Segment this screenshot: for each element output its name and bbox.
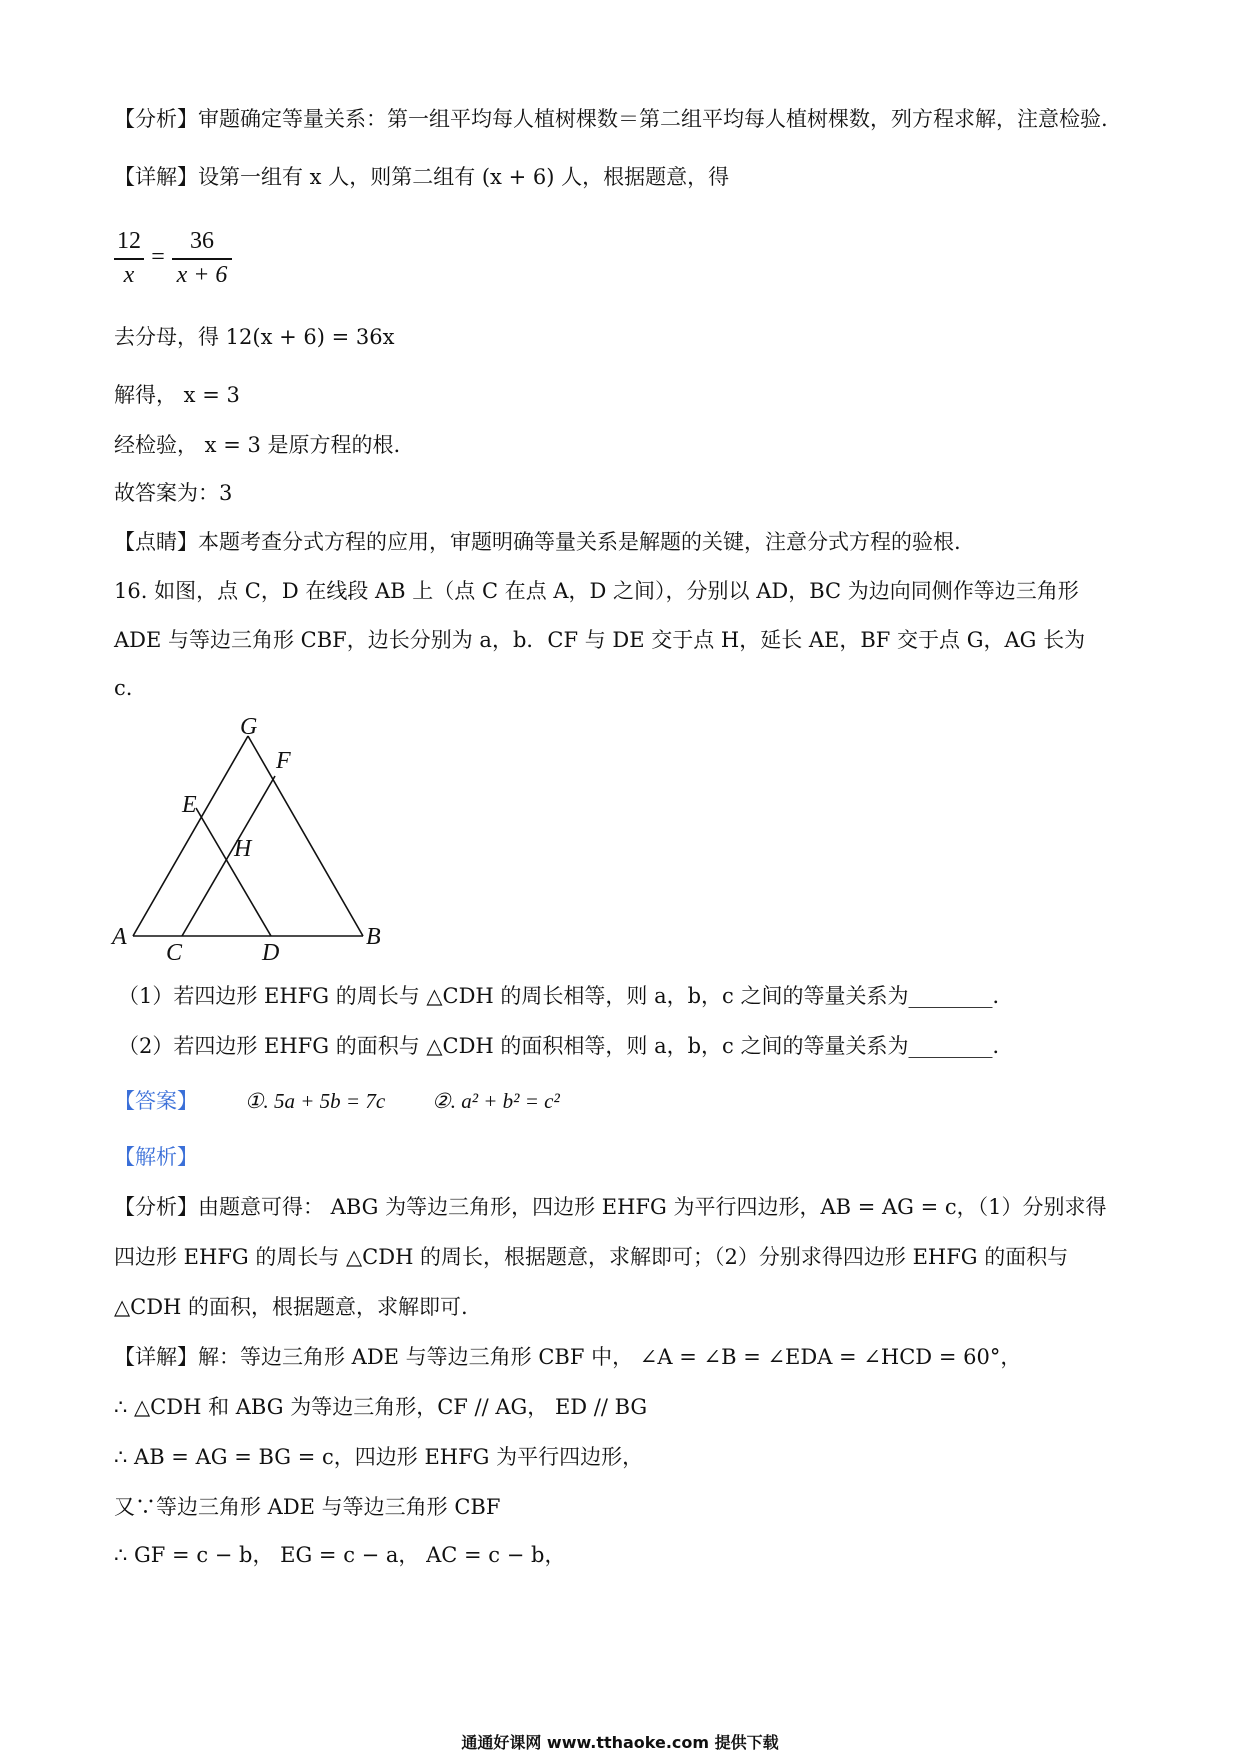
fraction-bar-right bbox=[172, 258, 232, 260]
explanation-line-3: △CDH 的面积，根据题意，求解即可. bbox=[114, 1295, 468, 1319]
answer-2: ②. a² + b² = c² bbox=[431, 1089, 560, 1113]
detail-line-1: 【详解】解：等边三角形 ADE 与等边三角形 CBF 中， ∠A = ∠B = ∠EDA = ∠HCD = 60°， bbox=[114, 1345, 1022, 1369]
fraction-denominator-left: x bbox=[123, 262, 135, 288]
detail-line: 【详解】设第一组有 x 人，则第二组有 (x + 6) 人，根据题意，得 bbox=[114, 165, 730, 189]
sub-question-2: （2）若四边形 EHFG 的面积与 △CDH 的面积相等，则 a，b，c 之间的等量关系为________． bbox=[118, 1034, 1014, 1058]
question-line-1: 16. 如图，点 C，D 在线段 AB 上（点 C 在点 A，D 之间），分别以 AD，BC 为边向同侧作等边三角形 bbox=[114, 579, 1079, 603]
step-answer: 故答案为：3 bbox=[114, 481, 233, 505]
segment-ag bbox=[133, 736, 248, 936]
label-h: H bbox=[234, 836, 252, 862]
answer-label: 【答案】 bbox=[114, 1089, 198, 1113]
fraction-numerator-right: 36 bbox=[190, 228, 214, 254]
remark-line: 【点睛】本题考查分式方程的应用，审题明确等量关系是解题的关键，注意分式方程的验根. bbox=[114, 530, 961, 554]
detail-line-5: ∴ GF = c − b， EG = c − a， AC = c − b， bbox=[114, 1543, 566, 1567]
segment-gb bbox=[248, 736, 363, 936]
answer-row bbox=[114, 1086, 560, 1116]
label-e: E bbox=[182, 792, 197, 818]
geometry-figure bbox=[108, 712, 408, 972]
question-line-2: ADE 与等边三角形 CBF，边长分别为 a，b．CF 与 DE 交于点 H，延长 AE，BF 交于点 G，AG 长为 bbox=[114, 628, 1086, 652]
explanation-label: 【解析】 bbox=[114, 1145, 198, 1169]
analysis-line: 【分析】审题确定等量关系：第一组平均每人植树棵数＝第二组平均每人植树棵数，列方程求解，注意检验. bbox=[114, 107, 1108, 131]
step-solve: 解得， x = 3 bbox=[114, 383, 240, 407]
step-check: 经检验， x = 3 是原方程的根. bbox=[114, 433, 401, 457]
sub-question-1: （1）若四边形 EHFG 的周长与 △CDH 的周长相等，则 a，b，c 之间的等量关系为________． bbox=[118, 984, 1014, 1008]
label-a: A bbox=[112, 924, 127, 950]
equals-sign: = bbox=[151, 244, 165, 270]
label-c: C bbox=[166, 940, 183, 966]
segment-de bbox=[196, 808, 271, 936]
label-g: G bbox=[240, 714, 258, 740]
explanation-line-1: 【分析】由题意可得： ABG 为等边三角形，四边形 EHFG 为平行四边形，AB = AG = c，（1）分别求得 bbox=[114, 1195, 1107, 1219]
page-footer: 通通好课网 www.tthaoke.com 提供下载 bbox=[461, 1733, 779, 1752]
fraction-denominator-right: x + 6 bbox=[176, 262, 228, 288]
answer-1: ①. 5a + 5b = 7c bbox=[244, 1089, 386, 1113]
label-b: B bbox=[366, 924, 381, 950]
step-clear-denominator: 去分母，得 12(x + 6) = 36x bbox=[114, 325, 395, 349]
fraction-numerator-left: 12 bbox=[117, 228, 141, 254]
detail-line-3: ∴ AB = AG = BG = c，四边形 EHFG 为平行四边形， bbox=[114, 1445, 644, 1469]
detail-line-2: ∴ △CDH 和 ABG 为等边三角形，CF // AG， ED // BG bbox=[114, 1395, 648, 1419]
explanation-line-2: 四边形 EHFG 的周长与 △CDH 的周长，根据题意，求解即可；（2）分别求得四边形 EHFG 的面积与 bbox=[114, 1245, 1069, 1269]
question-line-3: c. bbox=[114, 676, 133, 700]
fraction-bar-left bbox=[114, 258, 144, 260]
label-d: D bbox=[262, 940, 280, 966]
detail-line-4: 又∵等边三角形 ADE 与等边三角形 CBF bbox=[114, 1495, 501, 1519]
label-f: F bbox=[276, 748, 291, 774]
